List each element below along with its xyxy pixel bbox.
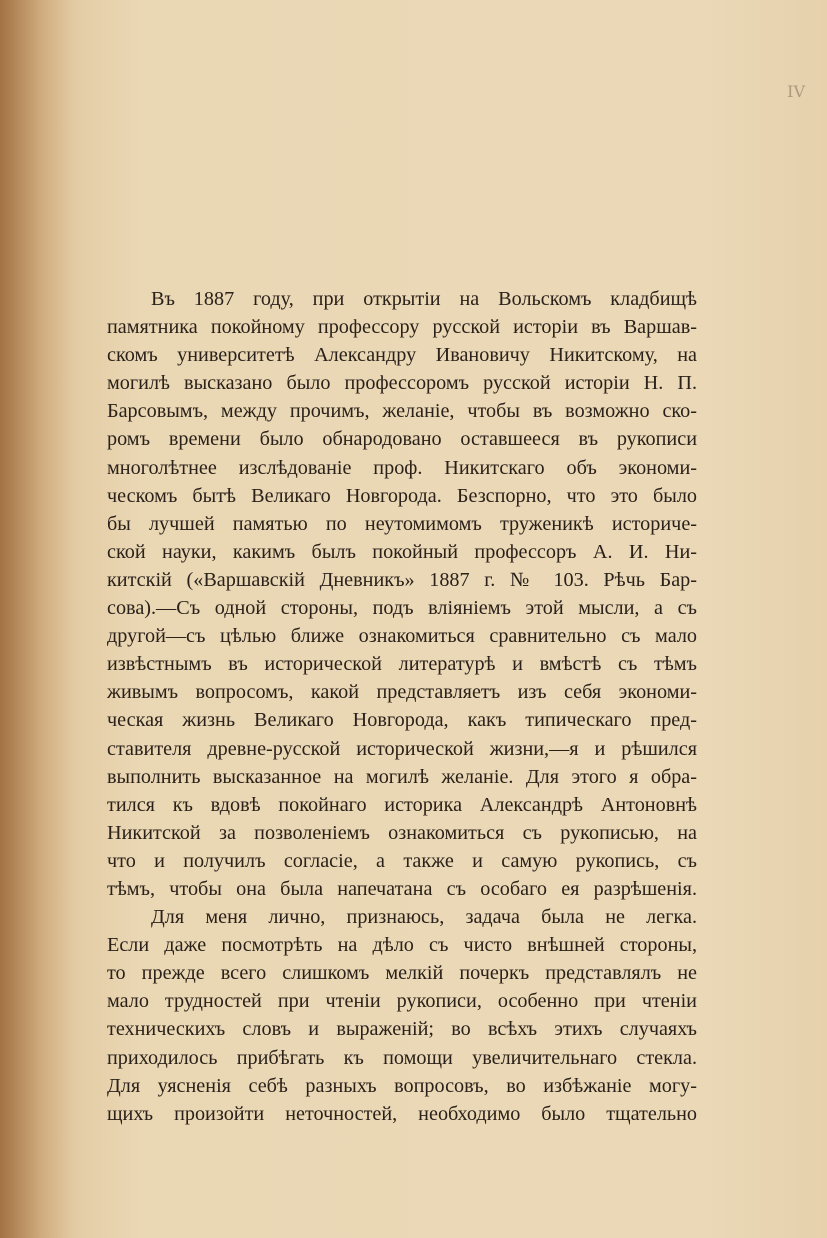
text-line: бы лучшей памятью по неутомимомъ труженикѣ историче- bbox=[107, 512, 697, 535]
text-line: ческая жизнь Великаго Новгорода, какъ типическаго пред- bbox=[107, 709, 697, 732]
text-line: Никитской за позволеніемъ ознакомиться съ рукописью, на bbox=[107, 821, 697, 844]
text-line: щихъ произойти неточностей, необходимо было тщательно bbox=[107, 1102, 697, 1125]
text-line: тился къ вдовѣ покойнаго историка Александрѣ Антоновнѣ bbox=[107, 793, 697, 816]
text-line: китскій («Варшавскій Дневникъ» 1887 г. № 103. Рѣчь Бар- bbox=[107, 568, 697, 591]
text-line: Для меня лично, признаюсь, задача была не легка. bbox=[151, 906, 697, 929]
paragraph bbox=[107, 903, 697, 1128]
text-line: мало трудностей при чтеніи рукописи, особенно при чтеніи bbox=[107, 990, 697, 1013]
body-text bbox=[107, 285, 697, 1128]
text-line: многолѣтнее изслѣдованіе проф. Никитскаго объ экономи- bbox=[107, 456, 697, 479]
text-line: сова).—Съ одной стороны, подъ вліяніемъ этой мысли, а съ bbox=[107, 597, 697, 620]
text-line: ческомъ бытѣ Великаго Новгорода. Безспорно, что это было bbox=[107, 484, 697, 507]
text-line: могилѣ высказано было профессоромъ русской исторіи Н. П. bbox=[107, 372, 697, 395]
text-line: то прежде всего слишкомъ мелкій почеркъ представлялъ не bbox=[107, 962, 697, 985]
text-line: приходилось прибѣгать къ помощи увеличительнаго стекла. bbox=[107, 1046, 697, 1069]
text-line: Барсовымъ, между прочимъ, желаніе, чтобы въ возможно ско- bbox=[107, 400, 697, 423]
page-number: IV bbox=[787, 82, 805, 101]
text-line: памятника покойному профессору русской исторіи въ Варшав- bbox=[107, 316, 697, 339]
page-binding-shadow bbox=[0, 0, 70, 1238]
text-line: выполнить высказанное на могилѣ желаніе. Для этого я обра- bbox=[107, 765, 697, 788]
text-line: Для уясненія себѣ разныхъ вопросовъ, во избѣжаніе могу- bbox=[107, 1074, 697, 1097]
text-line: скомъ университетѣ Александру Ивановичу Никитскому, на bbox=[107, 344, 697, 367]
text-line: другой—съ цѣлью ближе ознакомиться сравнительно съ мало bbox=[107, 625, 697, 648]
text-line: тѣмъ, чтобы она была напечатана съ особаго ея разрѣшенія. bbox=[107, 877, 697, 900]
text-line: ской науки, какимъ былъ покойный профессоръ А. И. Ни- bbox=[107, 540, 697, 563]
text-line: что и получилъ согласіе, а также и самую рукопись, съ bbox=[107, 849, 697, 872]
text-line: ставителя древне-русской исторической жизни,—я и рѣшился bbox=[107, 737, 697, 760]
text-line: живымъ вопросомъ, какой представляетъ изъ себя экономи- bbox=[107, 681, 697, 704]
text-line: техническихъ словъ и выраженій; во всѣхъ этихъ случаяхъ bbox=[107, 1018, 697, 1041]
text-line: извѣстнымъ въ исторической литературѣ и вмѣстѣ съ тѣмъ bbox=[107, 653, 697, 676]
text-line: ромъ времени было обнародовано оставшееся въ рукописи bbox=[107, 428, 697, 451]
text-line: Въ 1887 году, при открытіи на Вольскомъ кладбищѣ bbox=[151, 288, 697, 310]
text-line: Если даже посмотрѣть на дѣло съ чисто внѣшней стороны, bbox=[107, 934, 697, 957]
paragraph bbox=[107, 285, 697, 903]
